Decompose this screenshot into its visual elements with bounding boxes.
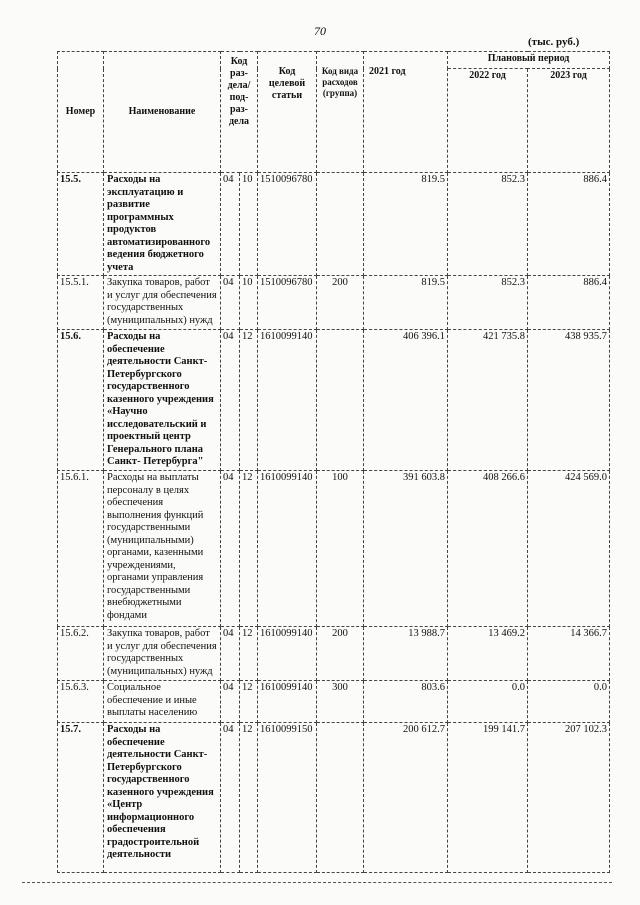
row-2022: 0.0 — [448, 681, 528, 723]
row-2023: 424 569.0 — [528, 471, 610, 627]
row-number: 15.6.1. — [58, 471, 104, 627]
row-2023: 886.4 — [528, 276, 610, 330]
table-row — [58, 471, 610, 627]
row-2023: 207 102.3 — [528, 723, 610, 873]
row-2021: 13 988.7 — [364, 627, 448, 681]
row-2021: 819.5 — [364, 276, 448, 330]
row-target: 1610099140 — [258, 627, 317, 681]
row-name: Закупка товаров, работ и услуг для обеспечения государственных (муниципальных) нужд — [104, 627, 221, 681]
row-2022: 408 266.6 — [448, 471, 528, 627]
row-name: Закупка товаров, работ и услуг для обеспечения государственных (муниципальных) нужд — [104, 276, 221, 330]
row-target: 1610099140 — [258, 471, 317, 627]
header-2021: 2021 год — [364, 52, 448, 173]
row-subsection: 12 — [240, 471, 258, 627]
row-number: 15.6. — [58, 330, 104, 471]
row-2021: 406 396.1 — [364, 330, 448, 471]
row-2023: 438 935.7 — [528, 330, 610, 471]
row-section: 04 — [221, 627, 240, 681]
table-row — [58, 276, 610, 330]
row-type: 200 — [317, 627, 364, 681]
table-row — [58, 627, 610, 681]
row-number: 15.7. — [58, 723, 104, 873]
row-2021: 391 603.8 — [364, 471, 448, 627]
row-2022: 852.3 — [448, 276, 528, 330]
header-2022: 2022 год — [448, 69, 528, 173]
row-name: Расходы на эксплуатацию и развитие программных продуктов автоматизированного ведения бюджетного учета — [104, 173, 221, 276]
row-2021: 200 612.7 — [364, 723, 448, 873]
footer-divider — [22, 882, 612, 883]
row-type — [317, 723, 364, 873]
row-number: 15.6.3. — [58, 681, 104, 723]
row-number: 15.6.2. — [58, 627, 104, 681]
row-name: Расходы на выплаты персоналу в целях обеспечения выполнения функций государственными (муниципальными) органами, казенными учреждениями, органами управления государственными внебюджетными фондами — [104, 471, 221, 627]
row-2021: 803.6 — [364, 681, 448, 723]
row-number: 15.5. — [58, 173, 104, 276]
row-2021: 819.5 — [364, 173, 448, 276]
row-target: 1610099150 — [258, 723, 317, 873]
header-target-code: Код целевой статьи — [258, 52, 317, 173]
units-label: (тыс. руб.) — [528, 36, 580, 48]
table-row — [58, 723, 610, 873]
row-subsection: 10 — [240, 276, 258, 330]
table-row — [58, 173, 610, 276]
row-section: 04 — [221, 723, 240, 873]
page-number: 70 — [314, 24, 326, 38]
row-name: Социальное обеспечение и иные выплаты населению — [104, 681, 221, 723]
table-row — [58, 681, 610, 723]
row-subsection: 10 — [240, 173, 258, 276]
row-target: 1610099140 — [258, 330, 317, 471]
header-section-code: Код раз-дела/ под-раз-дела — [221, 52, 258, 173]
row-name: Расходы на обеспечение деятельности Санкт-Петербургского государственного казенного учреждения «Научно исследовательский и проектный центр Генерального плана Санкт- Петербурга" — [104, 330, 221, 471]
row-name: Расходы на обеспечение деятельности Санкт-Петербургского государственного казенного учреждения «Центр информационного обеспечения градостроительной деятельности — [104, 723, 221, 873]
row-target: 1510096780 — [258, 276, 317, 330]
row-2023: 14 366.7 — [528, 627, 610, 681]
row-type — [317, 330, 364, 471]
header-number: Номер — [58, 52, 104, 173]
row-subsection: 12 — [240, 330, 258, 471]
row-number: 15.5.1. — [58, 276, 104, 330]
row-type: 200 — [317, 276, 364, 330]
header-expense-type: Код вида расходов (группа) — [317, 52, 364, 173]
budget-table — [57, 51, 610, 873]
row-2022: 199 141.7 — [448, 723, 528, 873]
row-2022: 13 469.2 — [448, 627, 528, 681]
table-row — [58, 330, 610, 471]
header-2023: 2023 год — [528, 69, 610, 173]
row-subsection: 12 — [240, 723, 258, 873]
row-section: 04 — [221, 173, 240, 276]
row-target: 1610099140 — [258, 681, 317, 723]
row-2022: 852.3 — [448, 173, 528, 276]
row-target: 1510096780 — [258, 173, 317, 276]
row-2023: 886.4 — [528, 173, 610, 276]
row-subsection: 12 — [240, 681, 258, 723]
row-section: 04 — [221, 276, 240, 330]
row-section: 04 — [221, 471, 240, 627]
row-2022: 421 735.8 — [448, 330, 528, 471]
row-type: 100 — [317, 471, 364, 627]
row-type: 300 — [317, 681, 364, 723]
row-2023: 0.0 — [528, 681, 610, 723]
row-subsection: 12 — [240, 627, 258, 681]
row-type — [317, 173, 364, 276]
header-name: Наименование — [104, 52, 221, 173]
row-section: 04 — [221, 681, 240, 723]
header-planned-period: Плановый период — [448, 52, 610, 69]
row-section: 04 — [221, 330, 240, 471]
